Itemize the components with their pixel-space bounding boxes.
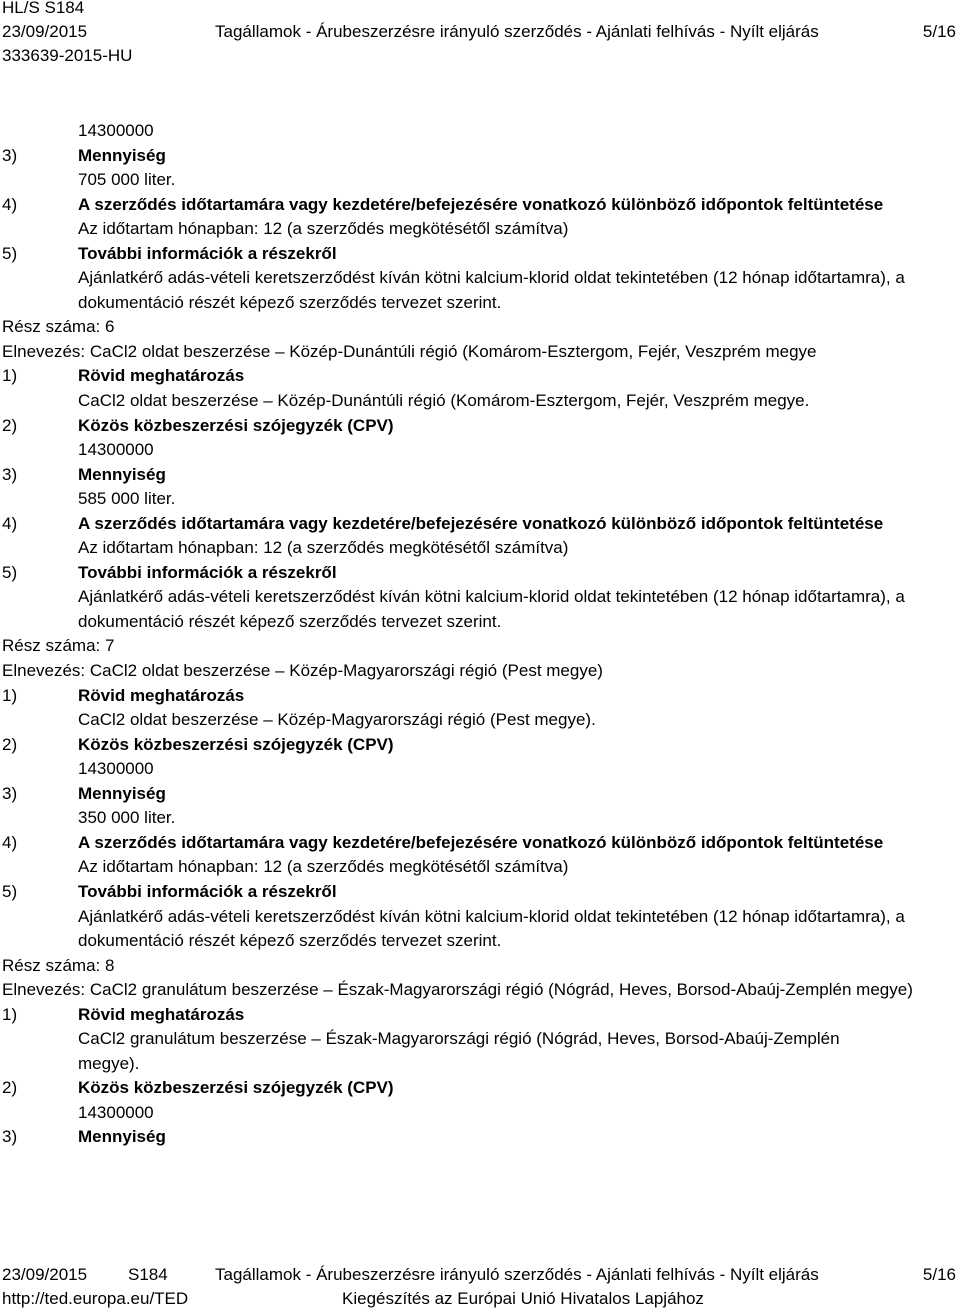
body-text-line: Az időtartam hónapban: 12 (a szerződés megkötésétől számítva) — [78, 857, 569, 877]
section-heading-row — [0, 1003, 960, 1028]
part-info-line: Rész száma: 6 — [2, 317, 115, 337]
section-heading-row — [0, 144, 960, 169]
body-text-line: 14300000 — [78, 121, 154, 140]
body-text-line: Ajánlatkérő adás-vételi keretszerződést kíván kötni kalcium-klorid oldat tekintetében (12 hónap időtartamra), a — [78, 587, 905, 607]
body-text-line: Az időtartam hónapban: 12 (a szerződés megkötésétől számítva) — [78, 538, 569, 558]
section-heading: A szerződés időtartamára vagy kezdetére/befejezésére vonatkozó különböző időpontok feltüntetése — [78, 194, 884, 214]
section-heading: Mennyiség — [78, 783, 166, 803]
part-info-line: Elnevezés: CaCl2 granulátum beszerzése – Észak-Magyarországi régió (Nógrád, Heves, Borsod-Abaúj-Zemplén megye) — [2, 980, 913, 1000]
section-heading: Rövid meghatározás — [78, 1004, 245, 1024]
section-number: 1) — [2, 1004, 18, 1024]
header-notice-id: 333639-2015-HU — [2, 46, 133, 65]
body-text-line: CaCl2 granulátum beszerzése – Észak-Magyarországi régió (Nógrád, Heves, Borsod-Abaúj-Zemplén — [78, 1029, 840, 1049]
header-series: HL/S S184 — [2, 0, 85, 17]
section-number: 5) — [2, 562, 18, 582]
footer-series: S184 — [128, 1265, 168, 1284]
section-number: 4) — [2, 832, 18, 852]
footer-subtitle: Kiegészítés az Európai Unió Hivatalos Lapjához — [342, 1289, 704, 1308]
section-number: 5) — [2, 881, 18, 901]
section-heading-row — [0, 1125, 960, 1150]
footer-page-number: 5/16 — [922, 1265, 956, 1284]
part-info-line: Rész száma: 7 — [2, 636, 115, 656]
section-number: 2) — [2, 415, 18, 435]
section-number: 1) — [2, 685, 18, 705]
section-number: 3) — [2, 783, 18, 803]
section-heading-row — [0, 782, 960, 807]
section-heading: További információk a részekről — [78, 243, 337, 263]
section-heading-row — [0, 831, 960, 856]
section-number: 2) — [2, 1078, 18, 1098]
section-number: 5) — [2, 243, 18, 263]
body-text-line: CaCl2 oldat beszerzése – Közép-Dunántúli régió (Komárom-Esztergom, Fejér, Veszprém megye. — [78, 391, 810, 411]
section-heading-row — [0, 733, 960, 758]
section-heading: A szerződés időtartamára vagy kezdetére/befejezésére vonatkozó különböző időpontok feltüntetése — [78, 513, 884, 533]
body-text-line: 705 000 liter. — [78, 170, 176, 190]
body-text-line: dokumentáció részét képező szerződés tervezet szerint. — [78, 292, 502, 312]
section-heading: Közös közbeszerzési szójegyzék (CPV) — [78, 415, 394, 435]
section-heading: Mennyiség — [78, 1127, 166, 1147]
footer-date: 23/09/2015 — [2, 1265, 88, 1284]
section-heading: Mennyiség — [78, 464, 166, 484]
body-text-line: megye). — [78, 1053, 140, 1073]
section-heading: A szerződés időtartamára vagy kezdetére/befejezésére vonatkozó különböző időpontok feltüntetése — [78, 832, 884, 852]
section-heading-row — [0, 364, 960, 389]
section-heading: Közös közbeszerzési szójegyzék (CPV) — [78, 734, 394, 754]
header-date: 23/09/2015 — [2, 22, 88, 41]
section-number: 2) — [2, 734, 18, 754]
section-heading-row — [0, 193, 960, 218]
body-text-line: 14300000 — [78, 440, 154, 460]
section-heading: További információk a részekről — [78, 881, 337, 901]
section-heading: Rövid meghatározás — [78, 685, 245, 705]
section-heading-row — [0, 414, 960, 439]
body-text-line: Ajánlatkérő adás-vételi keretszerződést kíván kötni kalcium-klorid oldat tekintetében (12 hónap időtartamra), a — [78, 268, 905, 288]
section-heading-row — [0, 561, 960, 586]
header-title: Tagállamok - Árubeszerzésre irányuló szerződés - Ajánlati felhívás - Nyílt eljárás — [215, 22, 819, 41]
section-heading: Rövid meghatározás — [78, 366, 245, 386]
section-heading: Közös közbeszerzési szójegyzék (CPV) — [78, 1078, 394, 1098]
footer-title: Tagállamok - Árubeszerzésre irányuló szerződés - Ajánlati felhívás - Nyílt eljárás — [215, 1265, 819, 1284]
section-heading-row — [0, 512, 960, 537]
part-info-line: Elnevezés: CaCl2 oldat beszerzése – Közép-Dunántúli régió (Komárom-Esztergom, Fejér, Veszprém megye — [2, 341, 817, 361]
body-text-line: CaCl2 oldat beszerzése – Közép-Magyarországi régió (Pest megye). — [78, 710, 596, 730]
section-number: 4) — [2, 194, 18, 214]
section-heading: További információk a részekről — [78, 562, 337, 582]
part-info-line: Rész száma: 8 — [2, 955, 115, 975]
part-info-line: Elnevezés: CaCl2 oldat beszerzése – Közép-Magyarországi régió (Pest megye) — [2, 661, 603, 681]
section-number: 4) — [2, 513, 18, 533]
section-heading-row — [0, 880, 960, 905]
section-number: 3) — [2, 464, 18, 484]
section-number: 3) — [2, 145, 18, 165]
section-heading-row — [0, 463, 960, 488]
body-text-line: 585 000 liter. — [78, 489, 176, 509]
body-text-line: Ajánlatkérő adás-vételi keretszerződést kíván kötni kalcium-klorid oldat tekintetében (12 hónap időtartamra), a — [78, 906, 905, 926]
body-text-line: 14300000 — [78, 759, 154, 779]
section-heading-row — [0, 242, 960, 267]
body-text-line: 14300000 — [78, 1102, 154, 1122]
section-number: 3) — [2, 1127, 18, 1147]
header-page-number: 5/16 — [922, 22, 956, 41]
section-heading: Mennyiség — [78, 145, 166, 165]
footer-url[interactable]: http://ted.europa.eu/TED — [2, 1289, 189, 1308]
body-text-line: dokumentáció részét képező szerződés tervezet szerint. — [78, 611, 502, 631]
section-number: 1) — [2, 366, 18, 386]
body-text-line: Az időtartam hónapban: 12 (a szerződés megkötésétől számítva) — [78, 219, 569, 239]
document-body — [0, 119, 960, 1150]
body-text-line: dokumentáció részét képező szerződés tervezet szerint. — [78, 931, 502, 951]
body-text-line: 350 000 liter. — [78, 808, 176, 828]
section-heading-row — [0, 684, 960, 709]
section-heading-row — [0, 1076, 960, 1101]
